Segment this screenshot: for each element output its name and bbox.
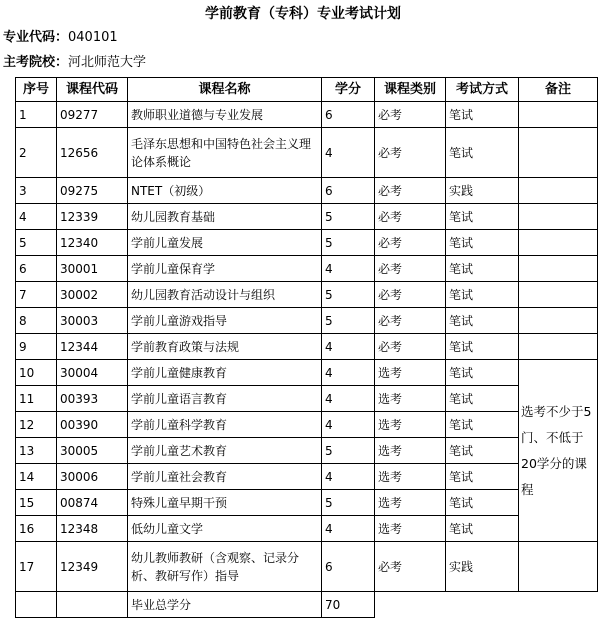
course-name: 低幼儿童文学 [128,516,322,542]
exam-method: 笔试 [446,128,519,178]
remark-cell [519,230,598,256]
course-name: 教师职业道德与专业发展 [128,102,322,128]
course-code: 09277 [57,102,128,128]
course-code: 12339 [57,204,128,230]
course-code: 30004 [57,360,128,386]
exam-method: 笔试 [446,230,519,256]
course-name: 幼儿园教育基础 [128,204,322,230]
course-type: 选考 [375,386,446,412]
exam-method: 笔试 [446,334,519,360]
course-type: 必考 [375,282,446,308]
course-type: 必考 [375,204,446,230]
course-credit: 5 [322,308,375,334]
exam-method: 笔试 [446,282,519,308]
course-code: 30002 [57,282,128,308]
remark-cell [519,178,598,204]
course-name: 特殊儿童早期干预 [128,490,322,516]
header-cell: 序号 [16,78,57,102]
course-name: 学前儿童健康教育 [128,360,322,386]
course-code: 00874 [57,490,128,516]
course-type: 必考 [375,334,446,360]
table-row [16,102,598,128]
exam-method: 笔试 [446,102,519,128]
remark-cell [519,204,598,230]
header-cell: 学分 [322,78,375,102]
page-title: 学前教育（专科）专业考试计划 [205,6,401,22]
exam-method: 笔试 [446,412,519,438]
empty-cell [446,592,519,618]
empty-cell [519,592,598,618]
course-type: 必考 [375,230,446,256]
remark-cell [519,282,598,308]
table-row [16,490,598,516]
course-name: 幼儿园教育活动设计与组织 [128,282,322,308]
total-blank-cell [16,592,57,618]
course-code: 00393 [57,386,128,412]
host-school-label: 主考院校： [3,55,69,70]
course-credit: 4 [322,412,375,438]
total-blank-cell [57,592,128,618]
exam-method: 笔试 [446,490,519,516]
table-row [16,204,598,230]
row-number: 11 [16,386,57,412]
major-code-value: 040101 [68,30,118,45]
course-credit: 6 [322,542,375,592]
table-row [16,412,598,438]
course-code: 00390 [57,412,128,438]
course-name: 学前儿童科学教育 [128,412,322,438]
table-row [16,438,598,464]
table-header-row [16,78,598,102]
course-name: NTET（初级） [128,178,322,204]
course-type: 必考 [375,542,446,592]
course-credit: 4 [322,464,375,490]
row-number: 10 [16,360,57,386]
course-name: 学前儿童保育学 [128,256,322,282]
row-number: 1 [16,102,57,128]
course-code: 12349 [57,542,128,592]
table-row [16,308,598,334]
course-code: 30006 [57,464,128,490]
course-type: 必考 [375,128,446,178]
header-cell: 备注 [519,78,598,102]
row-number: 3 [16,178,57,204]
exam-method: 笔试 [446,360,519,386]
course-code: 12656 [57,128,128,178]
exam-plan-table [15,77,598,618]
course-type: 选考 [375,516,446,542]
course-type: 必考 [375,178,446,204]
row-number: 6 [16,256,57,282]
header-cell: 课程代码 [57,78,128,102]
table-row [16,386,598,412]
remark-cell [519,102,598,128]
exam-method: 笔试 [446,516,519,542]
table-row [16,542,598,592]
course-name: 毛泽东思想和中国特色社会主义理论体系概论 [128,128,322,178]
row-number: 7 [16,282,57,308]
total-credits-value: 70 [322,592,375,618]
course-code: 30005 [57,438,128,464]
exam-method: 实践 [446,542,519,592]
remark-cell [519,334,598,360]
course-credit: 5 [322,230,375,256]
course-type: 选考 [375,464,446,490]
course-credit: 6 [322,178,375,204]
course-type: 必考 [375,256,446,282]
course-credit: 5 [322,490,375,516]
course-type: 必考 [375,308,446,334]
course-name: 学前儿童游戏指导 [128,308,322,334]
header-cell: 课程名称 [128,78,322,102]
course-code: 12348 [57,516,128,542]
course-credit: 6 [322,102,375,128]
remark-cell [519,256,598,282]
row-number: 4 [16,204,57,230]
course-code: 30001 [57,256,128,282]
course-credit: 4 [322,516,375,542]
course-name: 学前儿童语言教育 [128,386,322,412]
table-row [16,282,598,308]
course-code: 09275 [57,178,128,204]
course-type: 必考 [375,102,446,128]
course-code: 30003 [57,308,128,334]
row-number: 2 [16,128,57,178]
course-type: 选考 [375,438,446,464]
remark-cell [519,542,598,592]
course-name: 学前教育政策与法规 [128,334,322,360]
exam-method: 笔试 [446,386,519,412]
table-row [16,128,598,178]
host-school-value: 河北师范大学 [68,55,147,70]
major-code [3,29,118,47]
exam-method: 笔试 [446,308,519,334]
course-credit: 5 [322,438,375,464]
row-number: 14 [16,464,57,490]
row-number: 5 [16,230,57,256]
remark-cell [519,128,598,178]
exam-method: 实践 [446,178,519,204]
course-credit: 4 [322,360,375,386]
course-credit: 5 [322,204,375,230]
course-code: 12340 [57,230,128,256]
row-number: 9 [16,334,57,360]
course-name: 学前儿童社会教育 [128,464,322,490]
remark-cell [519,308,598,334]
exam-method: 笔试 [446,256,519,282]
course-credit: 4 [322,334,375,360]
course-name: 学前儿童艺术教育 [128,438,322,464]
course-credit: 4 [322,128,375,178]
exam-method: 笔试 [446,464,519,490]
row-number: 16 [16,516,57,542]
elective-note: 选考不少于5门、不低于20学分的课程 [519,360,598,542]
total-credits-label: 毕业总学分 [128,592,322,618]
course-code: 12344 [57,334,128,360]
table-row [16,178,598,204]
host-school [3,54,146,72]
row-number: 17 [16,542,57,592]
table-row [16,334,598,360]
course-type: 选考 [375,412,446,438]
table-row [16,516,598,542]
course-name: 幼儿教师教研（含观察、记录分析、教研写作）指导 [128,542,322,592]
exam-method: 笔试 [446,204,519,230]
exam-method: 笔试 [446,438,519,464]
row-number: 13 [16,438,57,464]
header-cell: 课程类别 [375,78,446,102]
course-type: 选考 [375,490,446,516]
course-credit: 4 [322,386,375,412]
empty-cell [375,592,446,618]
row-number: 12 [16,412,57,438]
table-row [16,230,598,256]
row-number: 15 [16,490,57,516]
total-row [16,592,598,618]
table-row [16,256,598,282]
table-row [16,464,598,490]
course-credit: 5 [322,282,375,308]
header-cell: 考试方式 [446,78,519,102]
major-code-label: 专业代码： [3,30,69,45]
course-name: 学前儿童发展 [128,230,322,256]
table-row [16,360,598,386]
row-number: 8 [16,308,57,334]
course-credit: 4 [322,256,375,282]
course-type: 选考 [375,360,446,386]
